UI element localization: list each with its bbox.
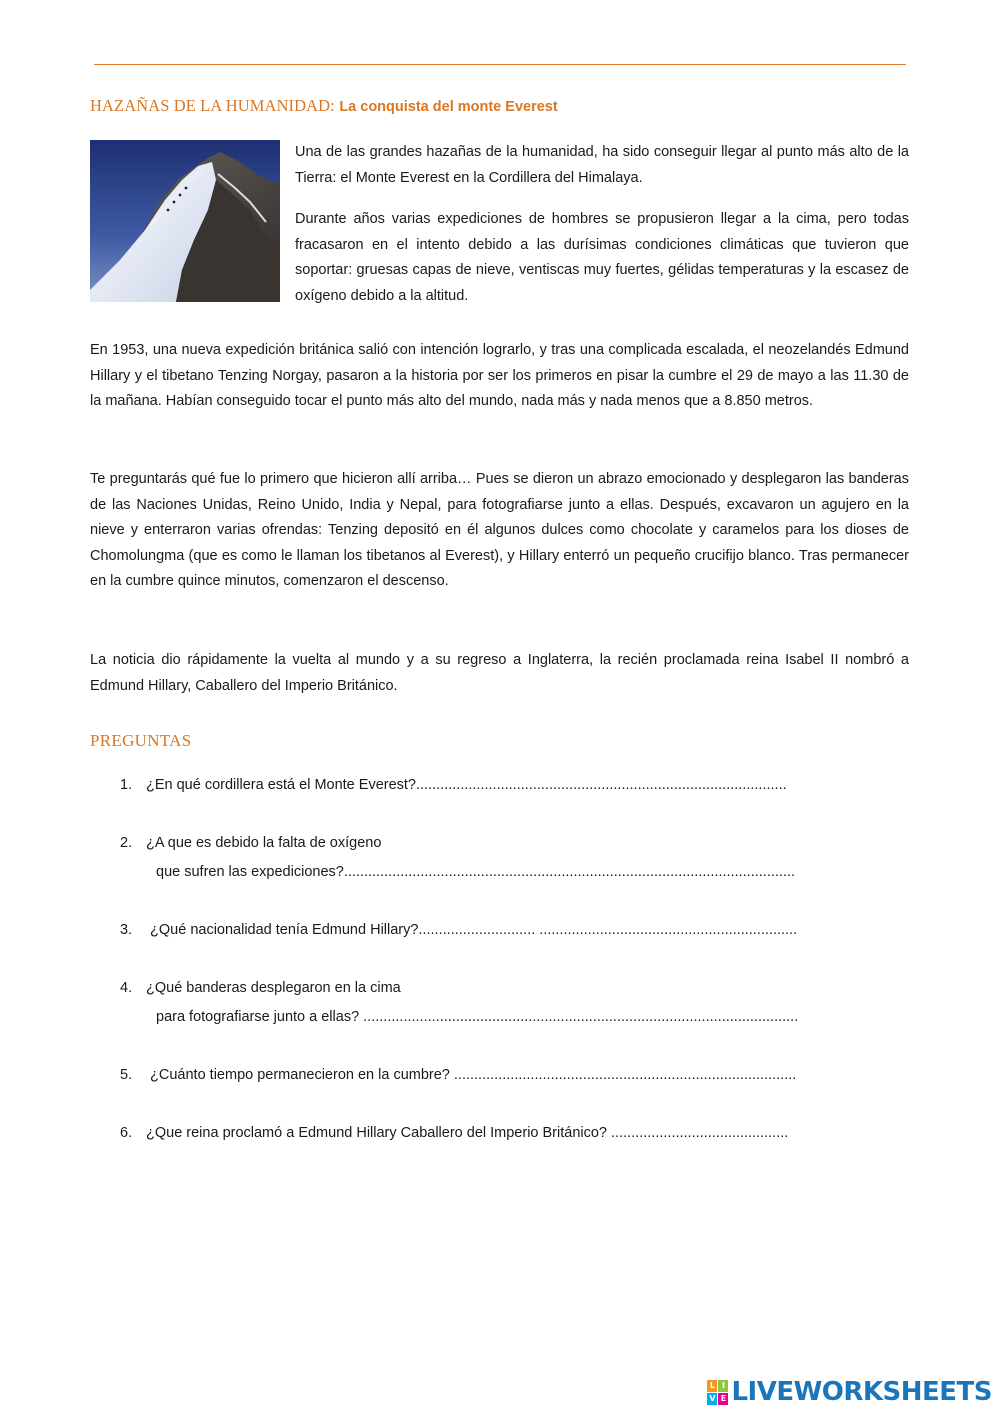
header-divider xyxy=(94,64,906,65)
question-text: ¿Que reina proclamó a Edmund Hillary Caballero del Imperio Británico? ............................................ xyxy=(146,1125,789,1141)
question-2[interactable] xyxy=(120,835,796,880)
question-4[interactable] xyxy=(120,980,799,1025)
question-text: ¿Qué nacionalidad tenía Edmund Hillary?............................. ................................................................ xyxy=(146,922,798,938)
summit-actions-paragraph: Te preguntarás qué fue lo primero que hicieron allí arriba… Pues se dieron un abrazo emocionado y desplegaron las banderas de las Naciones Unidas, Reino Unido, India y Nepal, para fotografiarse junto a ellas. Después, excavaron un agujero en la nieve y enterraron varias ofrendas: Tenzing depositó en él algunos dulces como chocolate y caramelos para los dioses de Chomolungma (que es como le llaman los tibetanos al Everest), y Hillary enterró un pequeño crucifijo blanco. Tras permanecer en la cumbre quince minutos, comenzaron el descenso. xyxy=(90,471,909,589)
question-text: ¿Qué banderas desplegaron en la cima xyxy=(146,980,401,996)
liveworksheets-logo[interactable] xyxy=(707,1375,992,1409)
logo-letter-e: E xyxy=(718,1393,728,1405)
question-text: ¿En qué cordillera está el Monte Everest?............................................................................................ xyxy=(146,777,787,793)
news-paragraph: La noticia dio rápidamente la vuelta al mundo y a su regreso a Inglaterra, la recién proclamada reina Isabel II nombró a Edmund Hillary, Caballero del Imperio Británico. xyxy=(90,652,909,694)
question-6[interactable] xyxy=(120,1125,788,1141)
summit-1953-paragraph: En 1953, una nueva expedición británica salió con intención lograrlo, y tras una complicada escalada, el neozelandés Edmund Hillary y el tibetano Tenzing Norgay, pasaron a la historia por ser los primeros en pisar la cumbre el 29 de mayo a las 11.30 de la mañana. Habían conseguido tocar el punto más alto del mundo, nada más y nada menos que a 8.850 metros. xyxy=(90,342,909,409)
questions-heading: PREGUNTAS xyxy=(90,731,192,750)
expeditions-paragraph: Durante años varias expediciones de hombres se propusieron llegar a la cima, pero todas fracasaron en el intento debido a las durísimas condiciones climáticas que tuvieron que soportar: gruesas capas de nieve, ventiscas muy fuertes, gélidas temperaturas y la escasez de oxígeno debido a la altitud. xyxy=(295,211,909,304)
title-main: La conquista del monte Everest xyxy=(339,99,558,115)
question-number: 2. xyxy=(120,835,133,851)
logo-letter-i: I xyxy=(718,1380,728,1392)
question-number: 5. xyxy=(120,1067,133,1083)
question-number: 3. xyxy=(120,922,133,938)
question-text-continued: para fotografiarse junto a ellas? ............................................................................................................ xyxy=(156,1009,799,1025)
logo-letter-v: V xyxy=(709,1393,716,1403)
question-number: 6. xyxy=(120,1125,133,1141)
brand-name: LIVEWORKSHEETS xyxy=(731,1377,992,1407)
live-logo-icon xyxy=(707,1380,728,1405)
question-1[interactable] xyxy=(120,777,787,793)
question-number: 4. xyxy=(120,980,133,996)
question-text-continued: que sufren las expediciones?................................................................................................................ xyxy=(156,864,796,880)
title-prefix: HAZAÑAS DE LA HUMANIDAD: xyxy=(90,96,335,115)
question-text: ¿Cuánto tiempo permanecieron en la cumbre? ..................................................................................... xyxy=(146,1067,797,1083)
question-text: ¿A que es debido la falta de oxígeno xyxy=(146,835,382,851)
worksheet-title xyxy=(90,96,558,116)
mountain-image xyxy=(90,140,280,302)
question-3[interactable] xyxy=(120,922,797,938)
everest-photo xyxy=(90,140,280,302)
question-number: 1. xyxy=(120,777,133,793)
logo-letter-l: L xyxy=(707,1380,717,1392)
question-5[interactable] xyxy=(120,1067,796,1083)
intro-paragraph: Una de las grandes hazañas de la humanidad, ha sido conseguir llegar al punto más alto de la Tierra: el Monte Everest en la Cordillera del Himalaya. xyxy=(295,144,909,186)
